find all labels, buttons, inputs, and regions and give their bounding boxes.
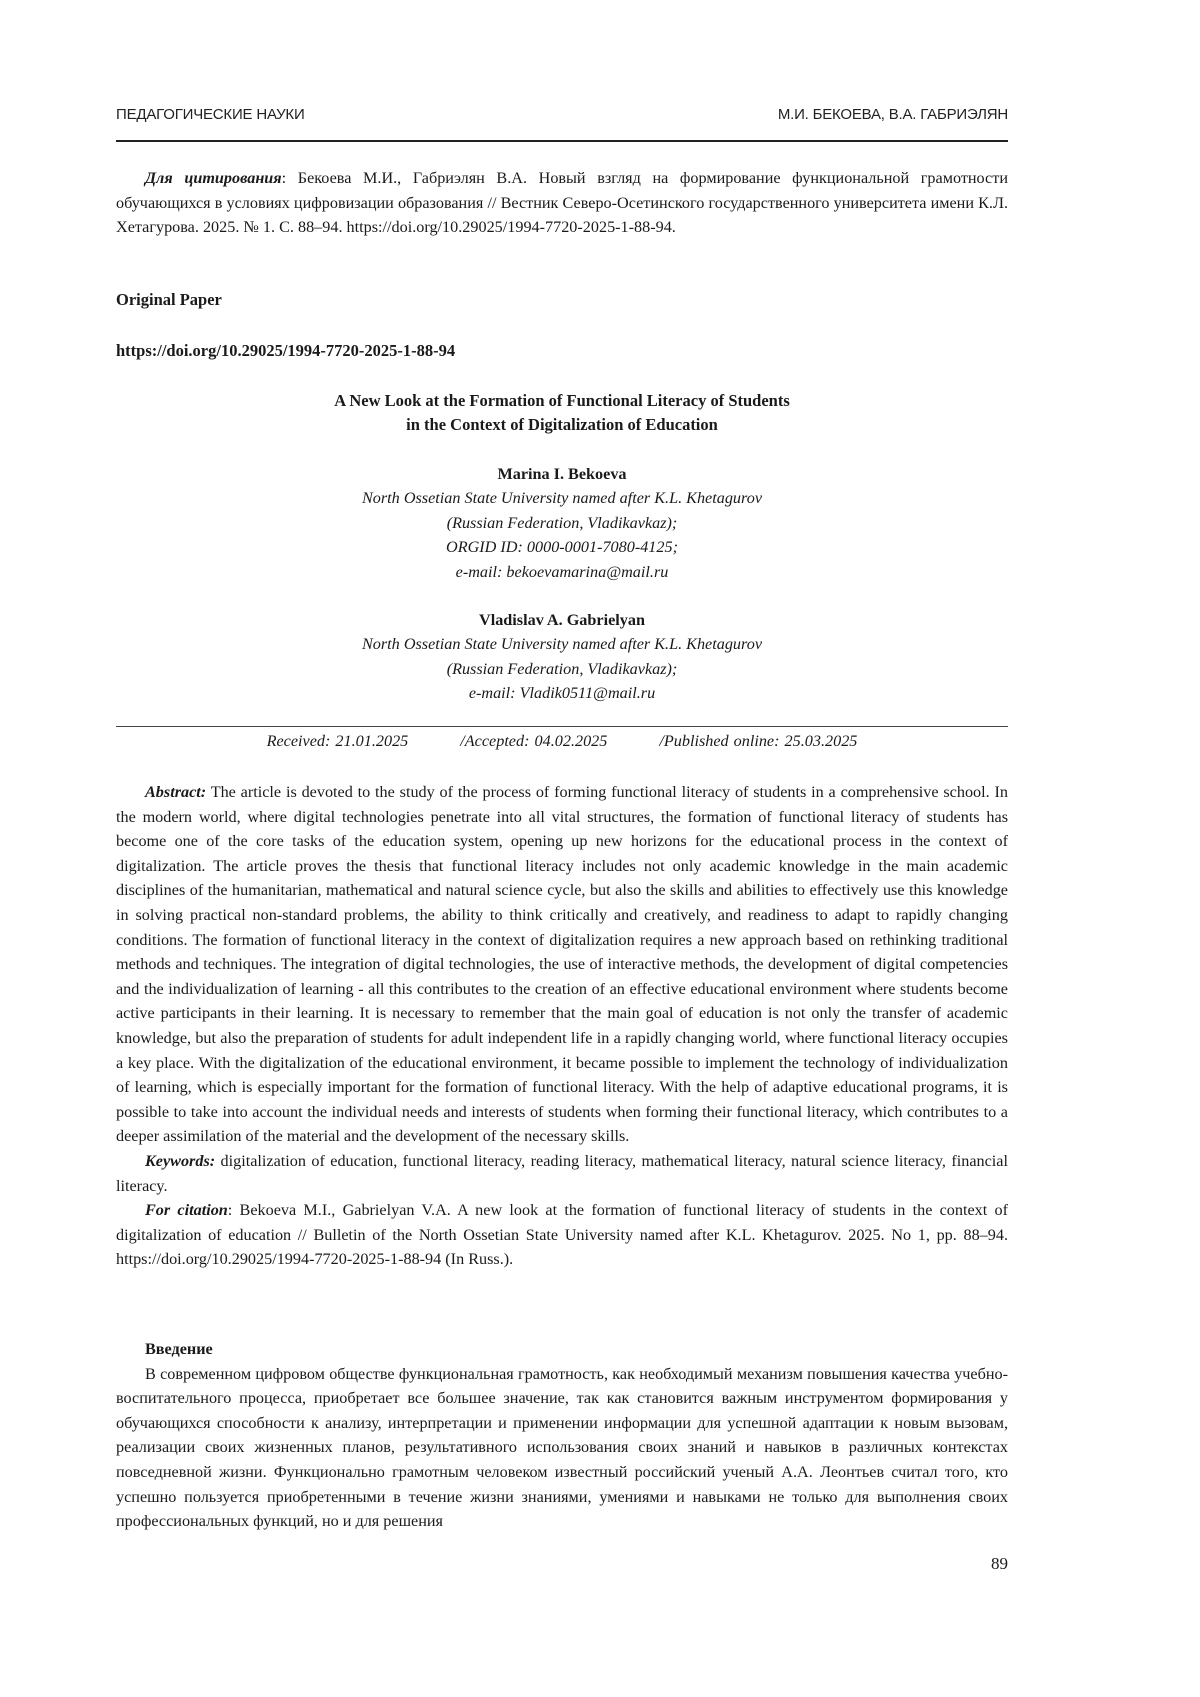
citation-english-paragraph bbox=[116, 1198, 1008, 1272]
publication-dates bbox=[116, 732, 1008, 751]
author-name: Vladislav A. Gabrielyan bbox=[479, 611, 645, 629]
author-affiliation: North Ossetian State University named after K.L. Khetagurov bbox=[361, 635, 763, 654]
title-line-2: in the Context of Digitalization of Education bbox=[406, 415, 718, 434]
author-email: e-mail: Vladik0511@mail.ru bbox=[468, 684, 656, 703]
date-accepted: /Accepted: 04.02.2025 bbox=[460, 732, 608, 750]
dates-rule bbox=[116, 726, 1008, 727]
journal-page bbox=[116, 0, 1008, 1697]
author-block-1 bbox=[116, 462, 1008, 584]
introduction-paragraph: В современном цифровом обществе функциональная грамотность, как необходимый механизм повышения качества учебно-воспитательного процесса, приобретает все большее значение, так как становится важным инструментом формирования у обучающихся способности к анализу, интерпретации и применении информации для успешной адаптации к новым вызовам, реализации своих жизненных планов, результативного использования своих знаний и навыков в различных контекстах повседневной жизни. Функционально грамотным человеком известный российский ученый А.А. Леонтьев считал того, кто успешно пользуется приобретенными в течение жизни знаниями, умениями и навыками не только для выполнения своих профессиональных функций, но и для решения bbox=[116, 1364, 1008, 1531]
citation-english-text: : Bekoeva M.I., Gabrielyan V.A. A new look at the formation of functional literacy of students in the context of digitalization of education // Bulletin of the North Ossetian State University named after K.L. Khetagurov. 2025. No 1, pp. 88–94. https://doi.org/10.29025/1994-7720-2025-1-88-94 (In Russ.). bbox=[116, 1201, 1008, 1269]
keywords-paragraph bbox=[116, 1149, 1008, 1198]
date-published: /Published online: 25.03.2025 bbox=[659, 732, 858, 750]
abstract-paragraph bbox=[116, 780, 1008, 1149]
running-header bbox=[116, 106, 1008, 123]
date-received: Received: 21.01.2025 bbox=[266, 732, 409, 750]
author-block-2 bbox=[116, 608, 1008, 706]
header-rule bbox=[116, 140, 1008, 142]
author-location: (Russian Federation, Vladikavkaz); bbox=[446, 659, 678, 678]
author-name: Marina I. Bekoeva bbox=[497, 465, 627, 483]
author-orcid: ORGID ID: 0000-0001-7080-4125; bbox=[446, 538, 678, 557]
title-line-1: A New Look at the Formation of Functional Literacy of Students bbox=[334, 391, 790, 410]
section-heading: Введение bbox=[145, 1340, 213, 1358]
author-affiliation: North Ossetian State University named after K.L. Khetagurov bbox=[361, 489, 763, 508]
citation-english-label: For citation bbox=[145, 1201, 228, 1220]
abstract-section bbox=[116, 780, 1008, 1272]
header-authors: М.И. БЕКОЕВА, В.А. ГАБРИЭЛЯН bbox=[777, 106, 1008, 123]
keywords-label: Keywords: bbox=[145, 1151, 216, 1170]
keywords-text: digitalization of education, functional literacy, reading literacy, mathematical literacy, natural science literacy, financial literacy. bbox=[116, 1151, 1008, 1195]
author-location: (Russian Federation, Vladikavkaz); bbox=[446, 513, 678, 532]
citation-russian bbox=[116, 166, 1008, 240]
abstract-text: The article is devoted to the study of the process of forming functional literacy of students in a comprehensive school. In the modern world, where digital technologies penetrate into all vital structures, the formation of functional literacy of students has become one of the core tasks of the education system, opening up new horizons for the educational process in the context of digitalization. The article proves the thesis that functional literacy includes not only academic knowledge in the main academic disciplines of the humanitarian, mathematical and natural science cycle, but also the skills and abilities to effectively use this knowledge in solving practical non-standard problems, the ability to think critically and creatively, and readiness to adapt to rapidly changing conditions. The formation of functional literacy in the context of digitalization requires a new approach based on rethinking traditional methods and techniques. The integration of digital technologies, the use of interactive methods, the development of digital competencies and the individualization of learning - all this contributes to the creation of an effective educational environment where students become active participants in their learning. It is necessary to remember that the main goal of education is not only the transfer of academic knowledge, but also the preparation of students for adult independent life in a rapidly changing world, where functional literacy occupies a key place. With the digitalization of the educational environment, it became possible to implement the technology of individualization of learning, which is especially important for the formation of functional literacy. With the help of adaptive educational programs, it is possible to take into account the individual needs and interests of students when forming their functional literacy, which contributes to a deeper assimilation of the material and the development of the necessary skills. bbox=[116, 783, 1008, 1146]
introduction-section bbox=[116, 1337, 1008, 1534]
abstract-label: Abstract: bbox=[145, 783, 207, 801]
article-type: Original Paper bbox=[116, 290, 222, 309]
citation-russian-text: : Бекоева М.И., Габриэлян В.А. Новый взгляд на формирование функциональной грамотности обучающихся в условиях цифровизации образования // Вестник Северо-Осетинского государственного университета имени К.Л. Хетагурова. 2025. № 1. С. 88–94. https://doi.org/10.29025/1994-7720-2025-1-88-94. bbox=[116, 169, 1008, 237]
article-title bbox=[116, 389, 1008, 437]
article-doi: https://doi.org/10.29025/1994-7720-2025-1-88-94 bbox=[116, 341, 456, 360]
author-email: e-mail: bekoevamarina@mail.ru bbox=[455, 562, 669, 581]
header-section-title: ПЕДАГОГИЧЕСКИЕ НАУКИ bbox=[116, 106, 305, 123]
page-number: 89 bbox=[991, 1554, 1008, 1573]
citation-russian-label: Для цитирования bbox=[145, 169, 282, 187]
